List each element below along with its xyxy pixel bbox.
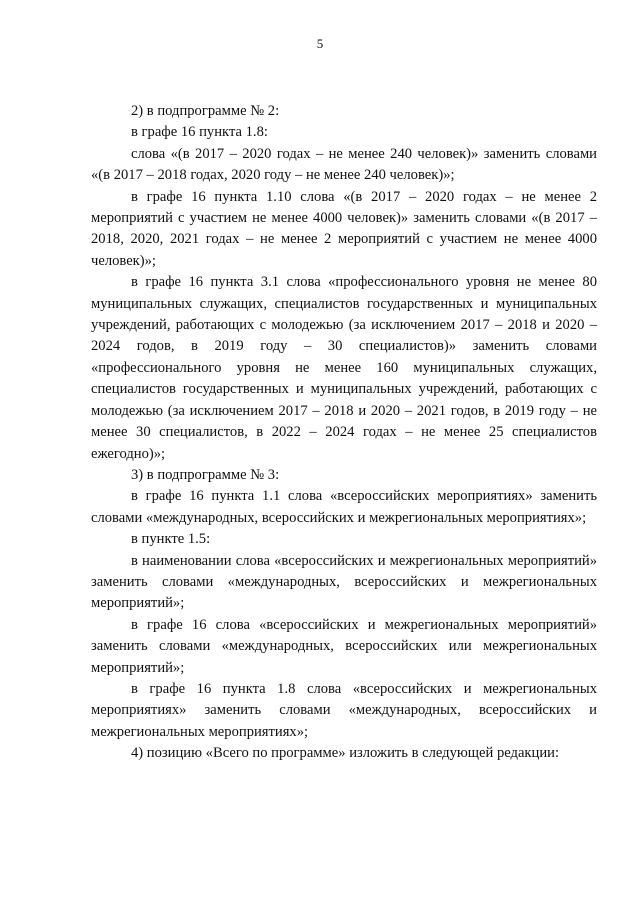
paragraph-item-1-5-name: в наименовании слова «всероссийских и межрегиональных мероприятий» заменить словами «международных, всероссийских и межрегиональных мероприятий»; — [91, 552, 597, 612]
paragraph-column-16-item-1-8: в графе 16 пункта 1.8: — [131, 124, 268, 141]
paragraph-total-position: 4) позицию «Всего по программе» изложить в следующей редакции: — [131, 745, 560, 762]
paragraph-subprogram-3-heading: 3) в подпрограмме № 3: — [131, 466, 280, 483]
document-body — [91, 101, 597, 765]
paragraph-item-1-1: в графе 16 пункта 1.1 слова «всероссийских мероприятиях» заменить словами «международных, всероссийских и межрегиональных мероприятиях»; — [91, 488, 597, 526]
paragraph-replace-240-people: слова «(в 2017 – 2020 годах – не менее 240 человек)» заменить словами «(в 2017 – 2018 годах, 2020 году – не менее 240 человек)»; — [91, 145, 597, 184]
page-number: 5 — [316, 36, 324, 51]
paragraph-item-1-10: в графе 16 пункта 1.10 слова «(в 2017 – 2020 годах – не менее 2 мероприятий с участием не менее 4000 человек)» заменить словами «(в 2017 – 2018, 2020, 2021 годах – не менее 2 мероприятий с участием не менее 4000 человек)»; — [91, 188, 597, 269]
paragraph-item-1-5-column-16: в графе 16 слова «всероссийских и межрегиональных мероприятий» заменить словами «международных, всероссийских или межрегиональных мероприятий»; — [91, 616, 597, 676]
paragraph-subprogram-2-heading: 2) в подпрограмме № 2: — [131, 103, 280, 119]
paragraph-item-1-5: в пункте 1.5: — [131, 531, 211, 548]
paragraph-item-3-1: в графе 16 пункта 3.1 слова «профессионального уровня не менее 80 муниципальных служащих, специалистов государственных и муниципальных учреждений, работающих с молодежью (за исключением 2017 – 2018 и 2020 – 2024 годов, в 2019 году – 30 специалистов)» заменить словами «профессионального уровня не менее 160 муниципальных служащих, специалистов государственных и муниципальных учреждений, работающих с молодежью (за исключением 2017 – 2018 и 2020 – 2021 годов, в 2019 году – не менее 30 специалистов, в 2022 – 2024 годах – не менее 25 специалистов ежегодно)»; — [91, 274, 597, 462]
paragraph-item-1-8-subprogram-3: в графе 16 пункта 1.8 слова «всероссийских и межрегиональных мероприятиях» заменить словами «международных, всероссийских и межрегиональных мероприятиях»; — [91, 680, 597, 740]
